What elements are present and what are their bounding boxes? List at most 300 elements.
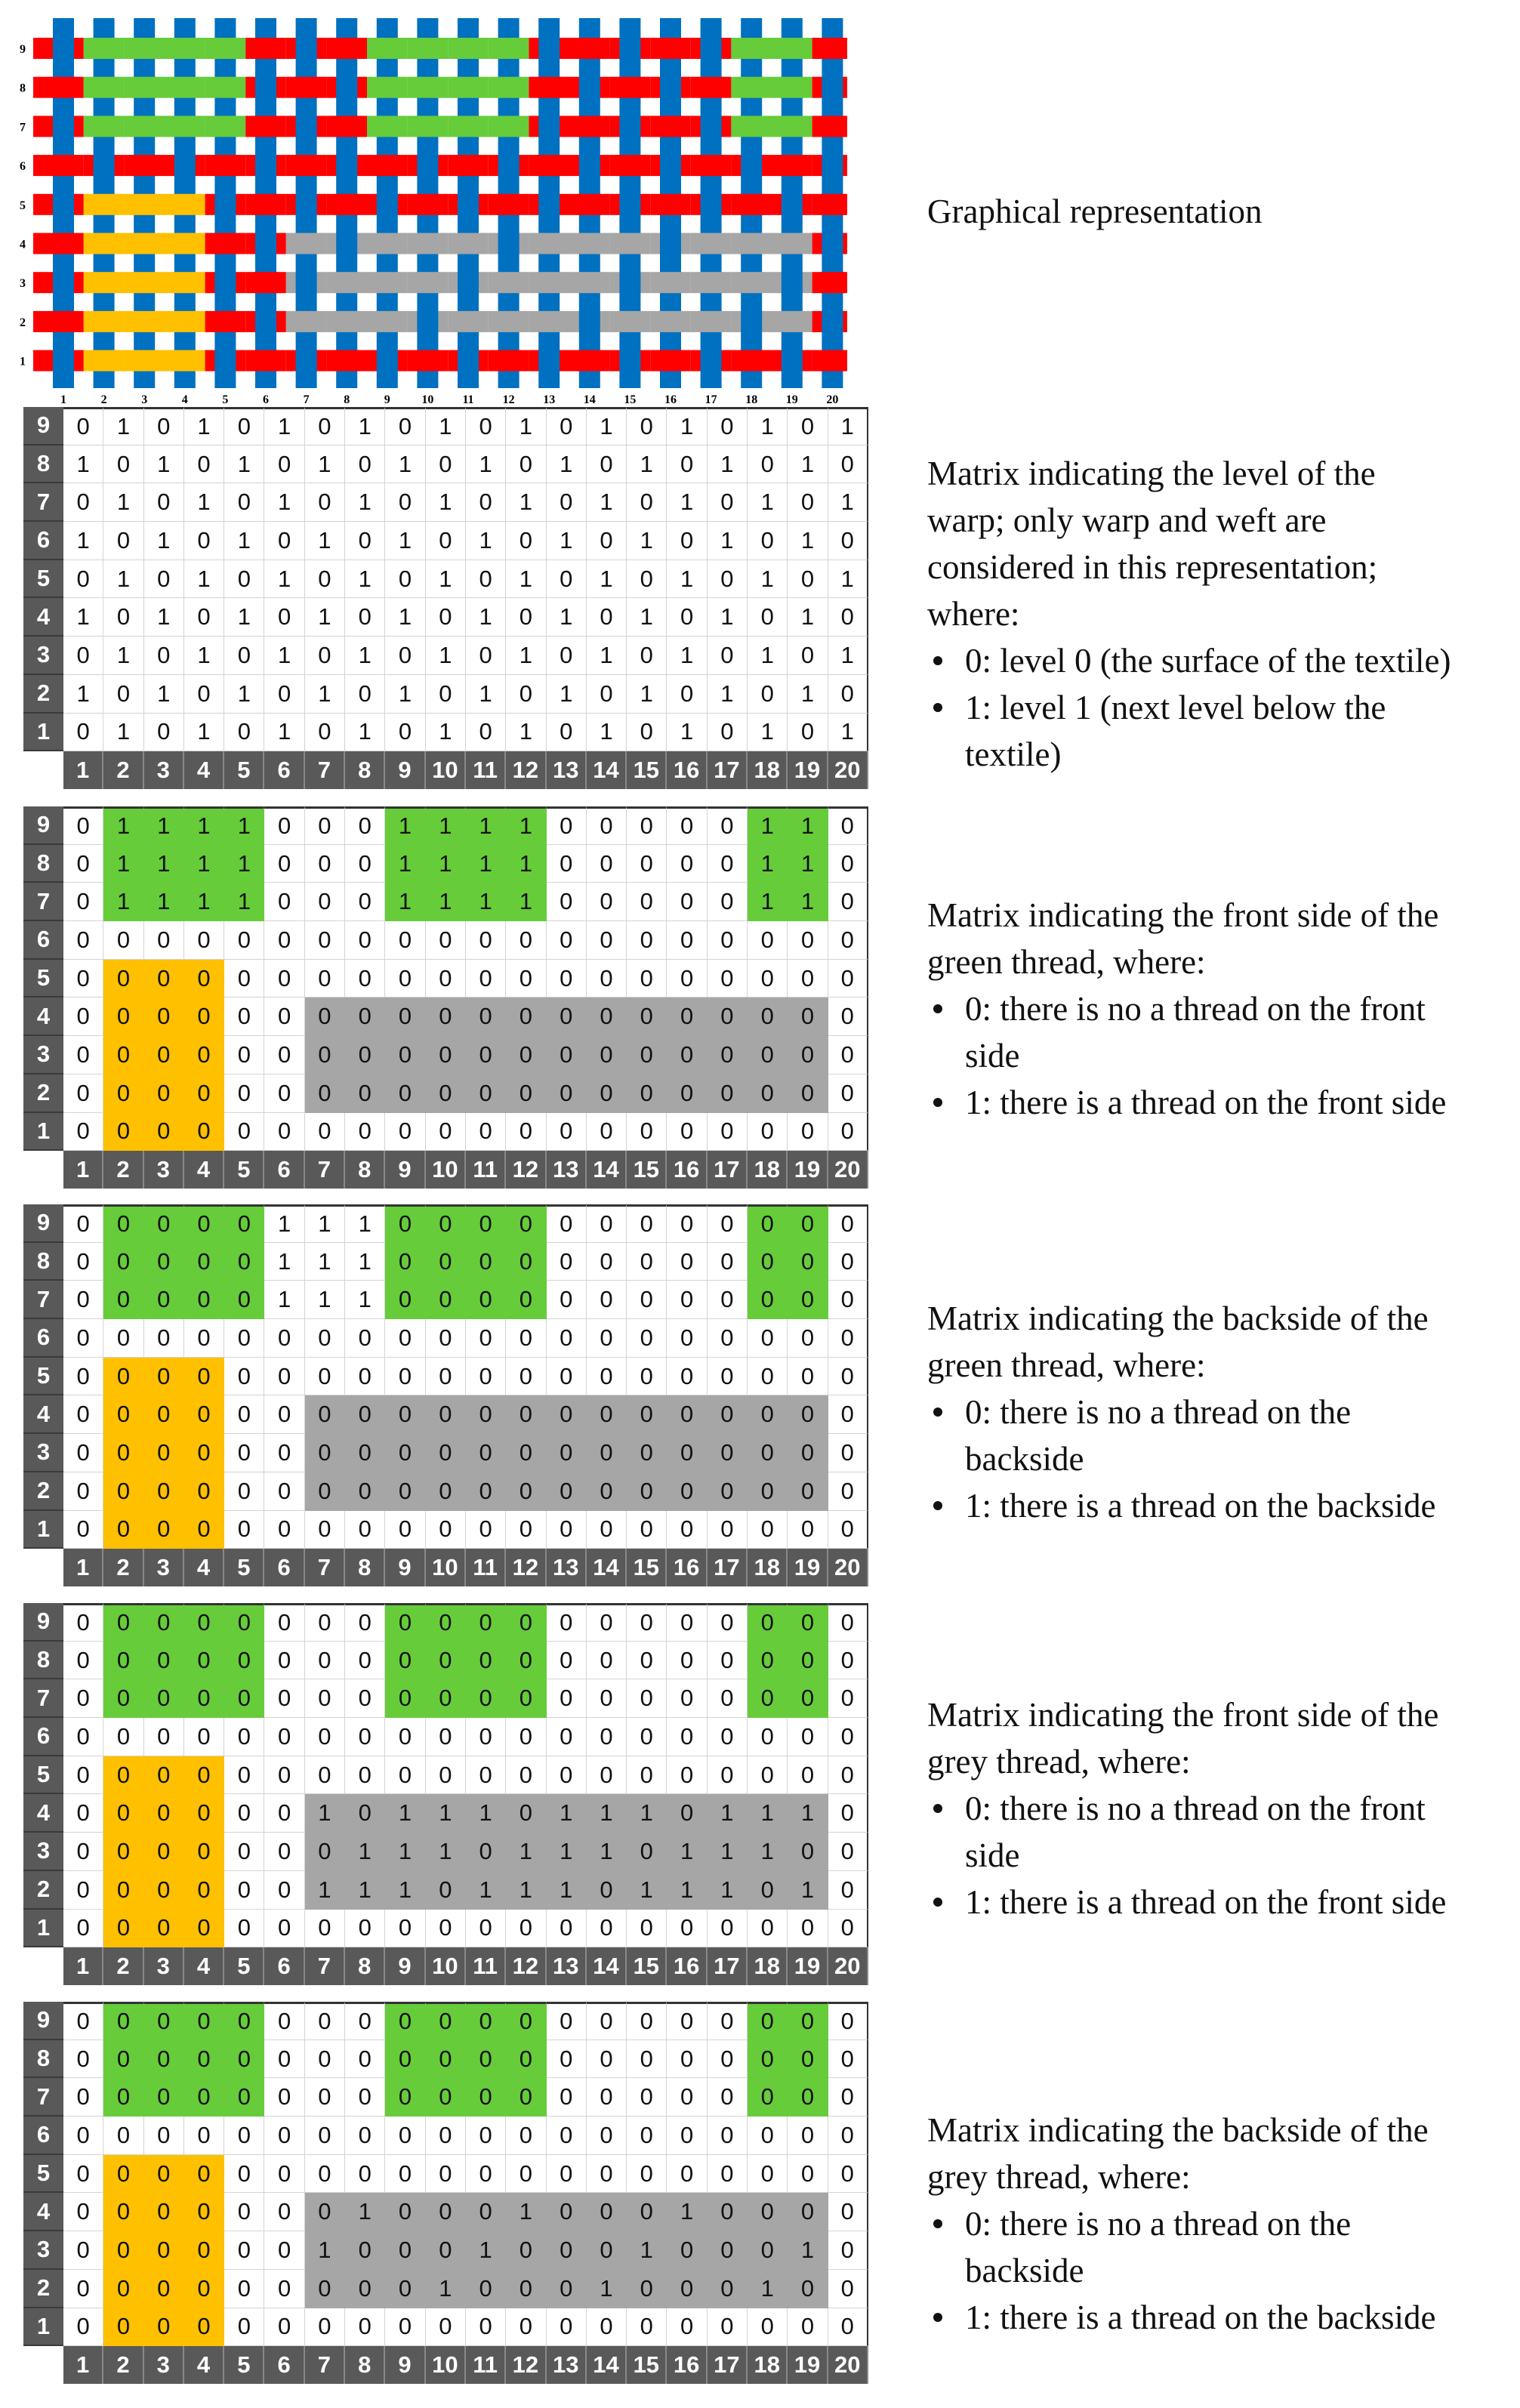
matrix-cell: 0 (788, 1603, 828, 1642)
column-header-row (63, 751, 868, 789)
matrix-cell: 0 (224, 1434, 264, 1472)
matrix-cell: 1 (506, 2193, 546, 2231)
matrix-cell: 1 (547, 522, 587, 560)
matrix-cell: 0 (788, 714, 828, 752)
matrix-cell: 0 (385, 1281, 425, 1319)
matrix-cell: 0 (748, 960, 788, 998)
matrix-cell: 0 (788, 997, 828, 1036)
matrix-cell: 0 (63, 997, 103, 1036)
bullet-item (927, 2200, 1436, 2294)
matrix-cell: 0 (667, 2040, 707, 2079)
weft-over-warp (132, 38, 156, 59)
matrix-cell: 0 (748, 522, 788, 560)
matrix-cell: 0 (627, 2002, 667, 2040)
matrix-row (23, 598, 868, 637)
matrix-cell: 0 (547, 1434, 587, 1472)
matrix-cell: 0 (385, 714, 425, 752)
weft-over-warp (92, 116, 116, 137)
matrix-cell: 0 (224, 1358, 264, 1396)
matrix-cell: 1 (103, 883, 143, 921)
column-header: 8 (345, 1549, 385, 1586)
row-header: 4 (23, 2193, 63, 2231)
matrix-cell: 0 (426, 921, 466, 960)
matrix-cell: 0 (184, 1794, 224, 1833)
column-header: 4 (184, 2346, 224, 2384)
matrix-cell: 0 (828, 2155, 868, 2194)
matrix-cell: 0 (144, 1075, 184, 1113)
row-header: 5 (23, 1358, 63, 1396)
matrix-cell: 0 (828, 1718, 868, 1756)
row-header: 2 (23, 1871, 63, 1910)
column-label: 2 (100, 393, 107, 406)
matrix-cell: 0 (224, 997, 264, 1036)
matrix-cell: 0 (184, 1910, 224, 1948)
column-header: 18 (748, 1947, 788, 1985)
matrix-cell: 0 (103, 1603, 143, 1642)
matrix-cell: 1 (748, 806, 788, 845)
matrix-cell: 0 (264, 1718, 304, 1756)
matrix-cell: 0 (748, 997, 788, 1036)
matrix-cell: 0 (587, 1511, 627, 1549)
matrix-cell: 0 (627, 637, 667, 675)
column-header: 20 (828, 2346, 868, 2384)
matrix-cell: 0 (627, 1204, 667, 1243)
matrix-row (23, 1204, 868, 1243)
matrix-cell: 1 (667, 560, 707, 599)
matrix-cell: 0 (466, 2040, 506, 2079)
matrix-cell: 1 (103, 714, 143, 752)
matrix-cell: 0 (385, 637, 425, 675)
matrix-cell: 0 (466, 960, 506, 998)
weft-over-warp (658, 311, 683, 332)
row-header: 7 (23, 1281, 63, 1319)
matrix-cell: 0 (264, 2002, 304, 2040)
matrix-cell: 0 (63, 1603, 103, 1642)
matrix-cell: 0 (748, 1756, 788, 1795)
matrix-cell: 0 (426, 2308, 466, 2347)
column-header: 9 (385, 1151, 425, 1189)
matrix-cell: 0 (506, 1434, 546, 1472)
matrix-cell: 0 (708, 2308, 748, 2347)
column-label: 5 (222, 393, 229, 406)
matrix-cell: 0 (627, 1472, 667, 1511)
weft-over-warp (294, 155, 319, 176)
matrix-cell: 0 (708, 1319, 748, 1358)
matrix-cell: 1 (506, 637, 546, 675)
matrix-cell: 0 (305, 1511, 345, 1549)
matrix-row (23, 1511, 868, 1549)
weft-over-warp (92, 233, 116, 254)
column-header: 13 (547, 1151, 587, 1189)
matrix-cell: 0 (305, 1679, 345, 1718)
matrix-cell: 0 (708, 1358, 748, 1396)
matrix-cell: 0 (385, 2078, 425, 2117)
matrix-cell: 1 (667, 1833, 707, 1871)
matrix-cell: 0 (828, 1679, 868, 1718)
matrix-cell: 0 (264, 2231, 304, 2270)
matrix-cell: 1 (466, 845, 506, 883)
matrix-row (23, 1472, 868, 1511)
matrix-cell: 1 (788, 845, 828, 883)
matrix-cell: 0 (103, 1718, 143, 1756)
matrix-cell: 0 (828, 1472, 868, 1511)
column-header: 14 (587, 2346, 627, 2384)
matrix-cell: 0 (345, 675, 385, 714)
matrix-cell: 0 (547, 714, 587, 752)
warp-thread (619, 18, 640, 388)
matrix-cell: 0 (264, 1434, 304, 1472)
column-header: 12 (506, 1947, 546, 1985)
matrix-cell: 0 (828, 2308, 868, 2347)
row-header: 6 (23, 2117, 63, 2155)
matrix-cell: 1 (426, 407, 466, 446)
matrix-cell: 0 (426, 997, 466, 1036)
matrix-cell: 1 (466, 522, 506, 560)
matrix-cell: 0 (63, 1718, 103, 1756)
matrix-cell: 1 (788, 2231, 828, 2270)
matrix-row (23, 2308, 868, 2347)
column-header: 7 (305, 751, 345, 789)
matrix-row (23, 560, 868, 599)
column-header: 8 (345, 751, 385, 789)
matrix-cell: 0 (466, 1319, 506, 1358)
matrix-cell: 0 (466, 1603, 506, 1642)
weft-over-warp (415, 350, 439, 372)
matrix-cell: 0 (264, 598, 304, 637)
matrix-cell: 0 (667, 2270, 707, 2308)
matrix-cell: 0 (426, 1319, 466, 1358)
description-line: warp; only warp and weft are (927, 501, 1327, 539)
weft-over-warp (537, 155, 561, 176)
matrix-cell: 0 (547, 1511, 587, 1549)
column-header: 17 (708, 1151, 748, 1189)
matrix-cell: 0 (547, 1075, 587, 1113)
matrix-cell: 0 (587, 1113, 627, 1152)
matrix-cell: 0 (426, 2117, 466, 2155)
matrix-cell: 0 (627, 1603, 667, 1642)
bullet-line: 1: level 1 (next level below the (965, 689, 1386, 726)
matrix-cell: 0 (63, 1395, 103, 1434)
matrix-cell: 0 (667, 921, 707, 960)
column-header: 13 (547, 751, 587, 789)
matrix-cell: 0 (426, 522, 466, 560)
matrix-cell: 0 (667, 1910, 707, 1948)
matrix-cell: 0 (144, 1511, 184, 1549)
matrix-cell: 1 (708, 1833, 748, 1871)
matrix-cell: 1 (264, 1281, 304, 1319)
row-header: 8 (23, 1642, 63, 1680)
matrix-cell: 0 (103, 2270, 143, 2308)
matrix-cell: 0 (144, 1036, 184, 1075)
matrix-cell: 0 (103, 1833, 143, 1871)
matrix-cell: 1 (506, 1833, 546, 1871)
matrix-cell: 1 (345, 560, 385, 599)
description-block (927, 2107, 1436, 2341)
weft-over-warp (739, 350, 763, 372)
weft-over-warp (820, 272, 844, 293)
row-header: 4 (23, 997, 63, 1036)
matrix-cell: 0 (667, 2308, 707, 2347)
matrix-cell: 0 (144, 1910, 184, 1948)
bullet-item (927, 2294, 1436, 2341)
weft-over-warp (375, 77, 399, 98)
matrix-cell: 0 (667, 1603, 707, 1642)
matrix-cell: 0 (144, 2231, 184, 2270)
matrix-cell: 1 (385, 675, 425, 714)
matrix-cell: 0 (587, 446, 627, 484)
matrix-cell: 0 (63, 1204, 103, 1243)
column-header: 6 (264, 1549, 304, 1586)
matrix-cell: 0 (184, 2193, 224, 2231)
bullet-line: backside (965, 1440, 1084, 1478)
matrix-cell: 0 (547, 1756, 587, 1795)
matrix-cell: 0 (385, 1910, 425, 1948)
column-header: 14 (587, 1151, 627, 1189)
matrix-cell: 1 (103, 483, 143, 522)
matrix-cell: 0 (466, 1472, 506, 1511)
matrix-cell: 0 (667, 675, 707, 714)
matrix-cell: 0 (828, 2117, 868, 2155)
matrix-cell: 0 (345, 1395, 385, 1434)
matrix-cell: 1 (788, 522, 828, 560)
row-label: 1 (20, 355, 26, 368)
matrix-cell: 0 (264, 845, 304, 883)
matrix-cell: 1 (385, 883, 425, 921)
matrix-cell: 1 (587, 560, 627, 599)
matrix-cell: 0 (426, 1075, 466, 1113)
matrix-cell: 0 (748, 2193, 788, 2231)
weft-over-warp (537, 272, 561, 293)
matrix-cell: 1 (224, 883, 264, 921)
column-label: 4 (181, 393, 188, 406)
matrix-cell: 0 (184, 1679, 224, 1718)
matrix-cell: 0 (345, 598, 385, 637)
matrix-cell: 0 (103, 522, 143, 560)
matrix-cell: 0 (828, 446, 868, 484)
matrix-cell: 0 (466, 1910, 506, 1948)
matrix-cell: 0 (547, 1603, 587, 1642)
matrix-cell: 0 (748, 2308, 788, 2347)
matrix-cell: 0 (828, 2270, 868, 2308)
matrix-cell: 0 (184, 2270, 224, 2308)
matrix-cell: 0 (627, 1434, 667, 1472)
matrix-cell: 0 (385, 1319, 425, 1358)
matrix-cell: 1 (788, 1871, 828, 1910)
matrix-row (23, 2155, 868, 2194)
column-header: 5 (224, 751, 264, 789)
matrix-cell: 0 (63, 2078, 103, 2117)
row-header: 6 (23, 522, 63, 560)
column-label: 1 (60, 393, 66, 406)
matrix-cell: 0 (667, 2155, 707, 2194)
matrix-cell: 0 (224, 1036, 264, 1075)
matrix-cell: 0 (828, 1871, 868, 1910)
weft-over-warp (537, 233, 561, 254)
matrix-cell: 1 (224, 806, 264, 845)
matrix-cell: 0 (788, 2155, 828, 2194)
matrix-cell: 1 (788, 675, 828, 714)
matrix-cell: 0 (466, 1358, 506, 1396)
matrix-cell: 1 (748, 1833, 788, 1871)
matrix-cell: 0 (466, 2078, 506, 2117)
matrix-cell: 0 (264, 1319, 304, 1358)
matrix-cell: 0 (506, 2155, 546, 2194)
matrix-cell: 0 (144, 1319, 184, 1358)
matrix-row (23, 714, 868, 752)
column-header: 10 (426, 2346, 466, 2384)
matrix-cell: 0 (587, 1434, 627, 1472)
matrix-cell: 1 (345, 637, 385, 675)
matrix-cell: 0 (184, 675, 224, 714)
warp-thread (782, 18, 803, 388)
matrix-cell: 0 (506, 1319, 546, 1358)
matrix-cell: 0 (748, 1319, 788, 1358)
matrix-row (23, 2040, 868, 2079)
weft-over-warp (132, 194, 156, 215)
matrix-cell: 0 (103, 2231, 143, 2270)
matrix-cell: 1 (426, 483, 466, 522)
matrix-green-front (23, 806, 868, 1189)
matrix-cell: 0 (466, 407, 506, 446)
matrix-cell: 0 (305, 1718, 345, 1756)
matrix-cell: 0 (184, 1358, 224, 1396)
column-header: 15 (627, 1947, 667, 1985)
matrix-cell: 1 (385, 1833, 425, 1871)
column-header: 20 (828, 1947, 868, 1985)
matrix-cell: 0 (708, 1603, 748, 1642)
matrix-cell: 0 (305, 2308, 345, 2347)
row-header: 1 (23, 1910, 63, 1948)
column-header: 19 (788, 1947, 828, 1985)
matrix-cell: 1 (466, 2231, 506, 2270)
matrix-cell: 1 (708, 598, 748, 637)
bullet-line: 0: there is no a thread on the (965, 1393, 1352, 1431)
matrix-cell: 0 (144, 2002, 184, 2040)
matrix-cell: 0 (426, 2040, 466, 2079)
matrix-cell: 0 (547, 483, 587, 522)
matrix-cell: 0 (224, 1910, 264, 1948)
matrix-cell: 1 (385, 806, 425, 845)
column-header: 1 (63, 1549, 103, 1586)
matrix-cell: 0 (426, 1718, 466, 1756)
matrix-cell: 1 (627, 446, 667, 484)
matrix-cell: 1 (426, 845, 466, 883)
matrix-cell: 0 (103, 1395, 143, 1434)
matrix-cell: 1 (385, 446, 425, 484)
matrix-cell: 0 (627, 2078, 667, 2117)
matrix-cell: 0 (547, 1358, 587, 1396)
matrix-cell: 0 (587, 2117, 627, 2155)
matrix-cell: 0 (103, 2117, 143, 2155)
matrix-cell: 0 (426, 1434, 466, 1472)
matrix-cell: 0 (748, 1243, 788, 1281)
matrix-cell: 0 (708, 2193, 748, 2231)
matrix-cell: 0 (627, 2117, 667, 2155)
matrix-cell: 0 (627, 1281, 667, 1319)
matrix-cell: 0 (708, 806, 748, 845)
column-header: 3 (144, 1947, 184, 1985)
matrix-cell: 0 (144, 1204, 184, 1243)
matrix-cell: 1 (184, 483, 224, 522)
matrix-cell: 0 (184, 1472, 224, 1511)
matrix-cell: 1 (828, 483, 868, 522)
bullet-line: 1: there is a thread on the backside (965, 2299, 1436, 2336)
matrix-cell: 0 (708, 483, 748, 522)
matrix-cell: 0 (587, 1910, 627, 1948)
matrix-cell: 0 (385, 2270, 425, 2308)
matrix-cell: 0 (708, 997, 748, 1036)
matrix-cell: 1 (264, 714, 304, 752)
matrix-cell: 1 (466, 598, 506, 637)
column-label: 12 (502, 393, 515, 406)
row-header: 8 (23, 446, 63, 484)
weft-over-warp (375, 233, 399, 254)
row-header: 7 (23, 1679, 63, 1718)
matrix-cell: 0 (667, 806, 707, 845)
weft-over-warp (51, 155, 76, 176)
matrix-cell: 0 (667, 1434, 707, 1472)
matrix-cell: 0 (305, 1642, 345, 1680)
weft-over-warp (173, 233, 197, 254)
column-label: 11 (462, 393, 474, 406)
matrix-cell: 0 (708, 960, 748, 998)
matrix-cell: 0 (748, 1511, 788, 1549)
matrix-cell: 0 (345, 1756, 385, 1795)
matrix-cell: 0 (385, 1358, 425, 1396)
weft-over-warp (820, 350, 844, 372)
matrix-cell: 0 (506, 1472, 546, 1511)
weft-over-warp (820, 38, 844, 59)
row-header: 3 (23, 637, 63, 675)
column-header: 17 (708, 2346, 748, 2384)
matrix-cell: 0 (547, 921, 587, 960)
matrix-cell: 0 (547, 883, 587, 921)
weft-over-warp (456, 38, 480, 59)
matrix-cell: 0 (547, 845, 587, 883)
matrix-cell: 0 (667, 1113, 707, 1152)
warp-thread (214, 18, 236, 388)
matrix-cell: 0 (748, 598, 788, 637)
matrix-cell: 1 (345, 714, 385, 752)
weft-over-warp (51, 233, 76, 254)
matrix-cell: 0 (788, 560, 828, 599)
weft-over-warp (780, 311, 804, 332)
column-header: 12 (506, 1151, 546, 1189)
matrix-cell: 0 (305, 2078, 345, 2117)
matrix-cell: 0 (224, 2231, 264, 2270)
bullet-item (927, 684, 1451, 778)
matrix-row (23, 1871, 868, 1910)
matrix-row (23, 2193, 868, 2231)
matrix-row (23, 1075, 868, 1113)
weft-over-warp (618, 77, 642, 98)
matrix-cell: 0 (224, 2270, 264, 2308)
matrix-cell: 0 (506, 2078, 546, 2117)
matrix-cell: 0 (144, 1472, 184, 1511)
column-header: 11 (466, 1549, 506, 1586)
matrix-row (23, 960, 868, 998)
matrix-cell: 1 (305, 675, 345, 714)
matrix-cell: 0 (828, 2040, 868, 2079)
bullet-line: side (965, 1836, 1020, 1874)
matrix-cell: 0 (587, 1036, 627, 1075)
matrix-cell: 0 (828, 997, 868, 1036)
matrix-cell: 0 (103, 675, 143, 714)
weft-over-warp (254, 38, 278, 59)
description-line: Matrix indicating the front side of the (927, 1696, 1439, 1734)
matrix-cell: 0 (144, 714, 184, 752)
matrix-cell: 0 (426, 598, 466, 637)
